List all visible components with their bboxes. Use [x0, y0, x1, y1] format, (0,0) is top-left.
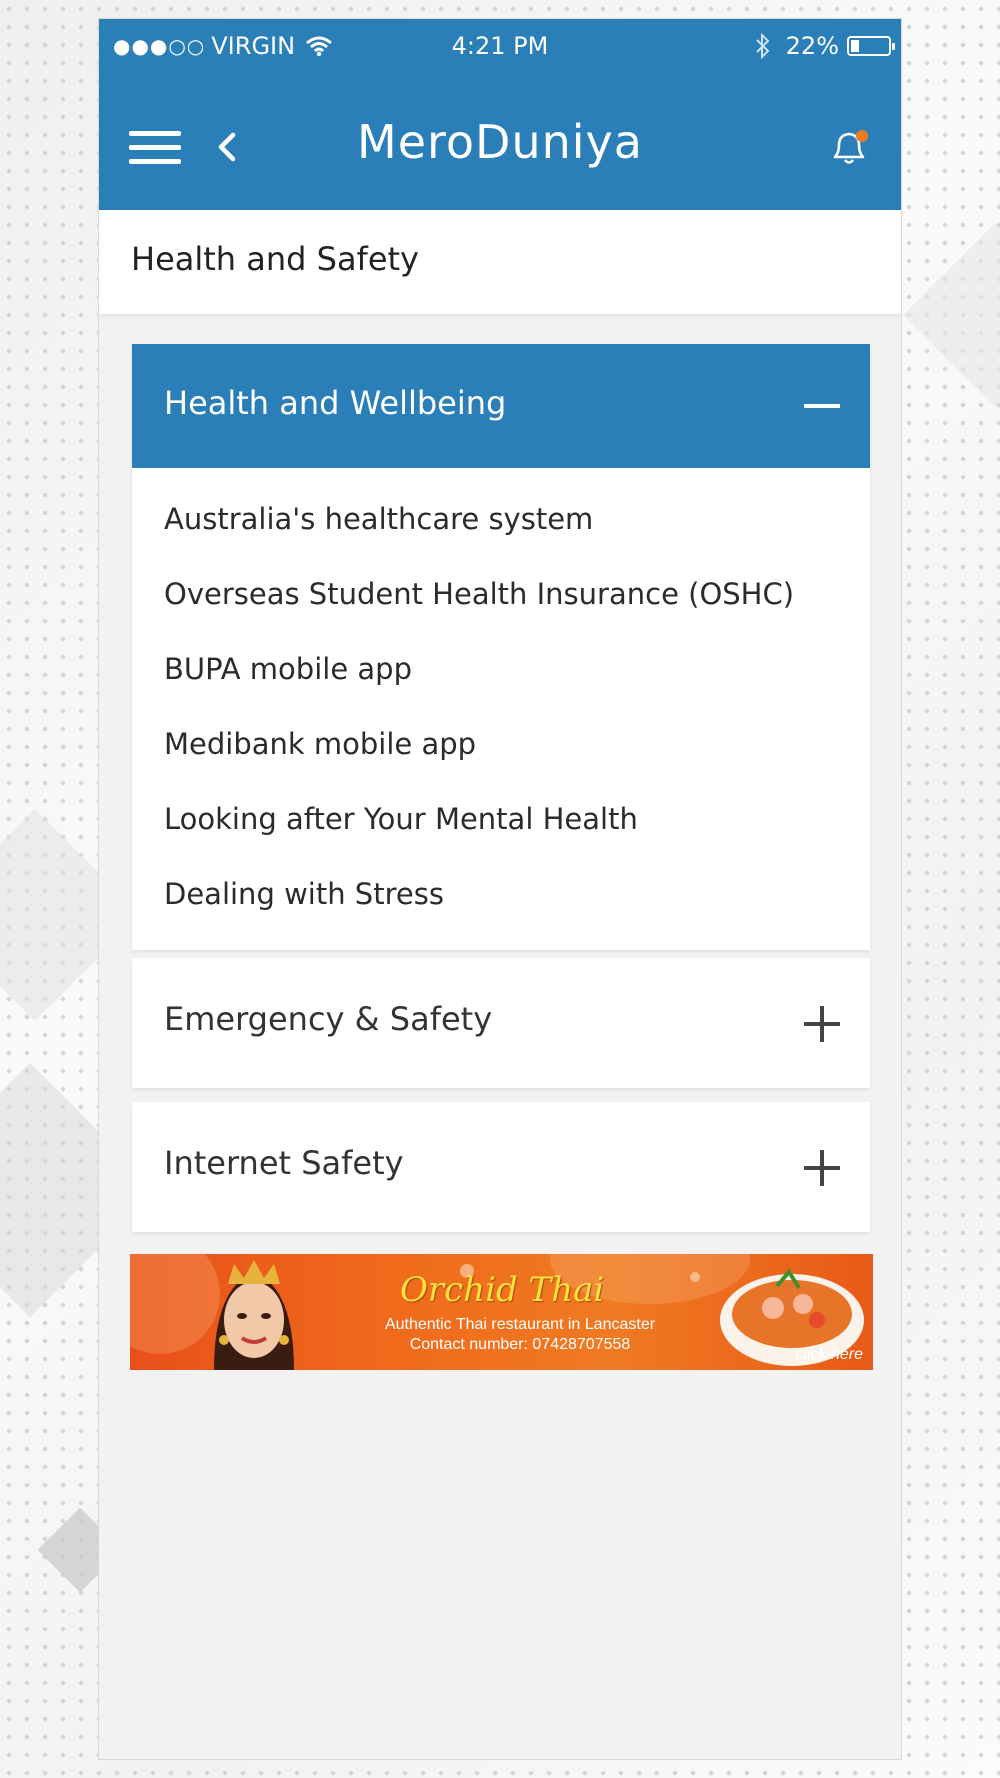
list-item-medibank-app[interactable]: Medibank mobile app [164, 727, 477, 761]
battery-percent: 22% [785, 32, 839, 60]
ad-banner[interactable] [130, 1254, 873, 1370]
accordion-header-health-wellbeing[interactable] [132, 344, 870, 468]
collapse-minus-icon[interactable] [804, 388, 840, 424]
accordion-title: Emergency & Safety [164, 1000, 493, 1038]
background-diamond [903, 223, 1000, 407]
list-item-oshc[interactable]: Overseas Student Health Insurance (OSHC) [164, 577, 795, 611]
signal-dots: ●●●○○ [113, 34, 206, 58]
ad-tagline: Authentic Thai restaurant in Lancaster [384, 1316, 656, 1333]
accordion-header-emergency-safety[interactable] [132, 958, 870, 1088]
ad-contact: Contact number: 07428707558 [409, 1336, 631, 1353]
status-bar-right [754, 31, 891, 61]
bluetooth-icon [754, 33, 772, 59]
page-title-bar [99, 210, 901, 314]
list-item-mental-health[interactable]: Looking after Your Mental Health [164, 802, 638, 836]
list-item-bupa-app[interactable]: BUPA mobile app [164, 652, 412, 686]
list-item-dealing-stress[interactable]: Dealing with Stress [164, 877, 444, 911]
accordion-section-internet-safety [132, 1102, 870, 1232]
ad-brand-name: Orchid Thai [400, 1270, 605, 1310]
ad-click-here-link[interactable]: click here [795, 1346, 863, 1363]
expand-plus-icon[interactable] [804, 1006, 840, 1042]
app-title: MeroDuniya [357, 115, 643, 169]
accordion-title: Internet Safety [164, 1144, 404, 1182]
phone-screen [98, 18, 902, 1760]
app-header [99, 19, 901, 210]
clock: 4:21 PM [451, 32, 549, 60]
accordion-header-internet-safety[interactable] [132, 1102, 870, 1232]
ad-model-photo [194, 1258, 314, 1370]
accordion-section-emergency-safety [132, 958, 870, 1088]
page-title: Health and Safety [131, 240, 419, 278]
accordion-section-health-wellbeing [132, 344, 870, 950]
battery-icon [847, 36, 891, 56]
battery-level [851, 40, 859, 52]
accordion-item-list [132, 468, 870, 950]
carrier-name: VIRGIN [211, 32, 296, 60]
expand-plus-icon[interactable] [804, 1150, 840, 1186]
list-item-healthcare-system[interactable]: Australia's healthcare system [164, 502, 594, 536]
accordion-title: Health and Wellbeing [164, 384, 507, 422]
notification-bell-icon[interactable] [827, 127, 871, 171]
notification-dot [856, 130, 868, 142]
ad-decoration [690, 1272, 700, 1282]
